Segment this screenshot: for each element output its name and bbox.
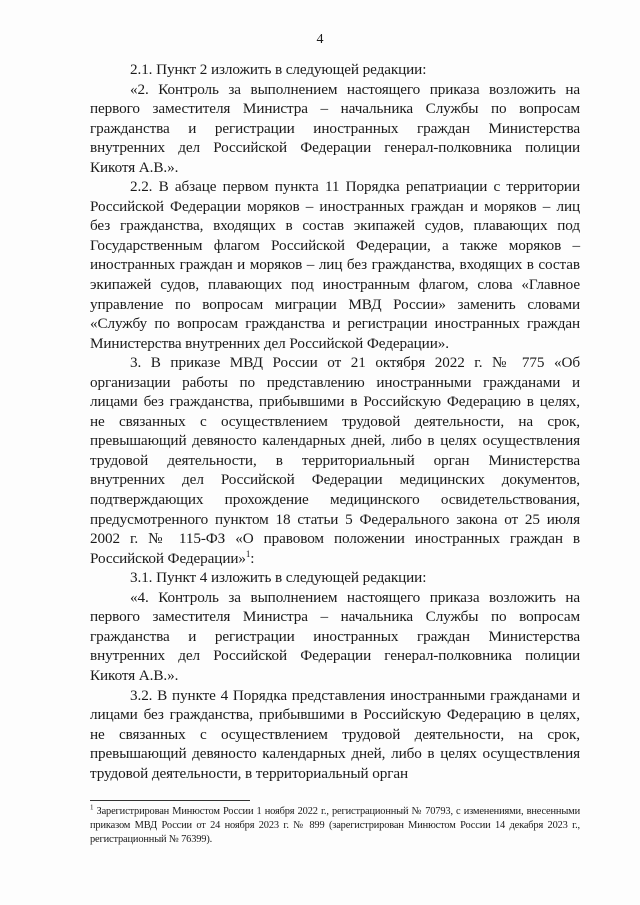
paragraph-3-text: 3. В приказе МВД России от 21 октября 2022 г. № 775 «Об организации работы по представлению иностранными гражданами и лицами без гражданства, прибывшими в Российскую Федерацию в целях, не связанных с осуществлением трудовой деятельности, на срок, превышающий девяносто календарных дней, либо в целях осуществления трудовой деятельности, в территориальный орган Министерства внутренних дел Российской Федерации медицинских документов, подтверждающих прохождение медицинского освидетельствования, предусмотренного пунктом 18 статьи 5 Федерального закона от 25 июля 2002 г. № 115-ФЗ «О правовом положении иностранных граждан в Российской Федерации»: [90, 354, 580, 567]
body-text: [90, 60, 580, 783]
paragraph-2-1: 2.1. Пункт 2 изложить в следующей редакции:: [130, 61, 427, 78]
paragraph-3-tail: :: [250, 549, 255, 567]
paragraph-3-1-quote: «4. Контроль за выполнением настоящего приказа возложить на первого заместителя Министра – начальника Службы по вопросам гражданства и регистрации иностранных граждан Министерства внутренних дел Российской Федерации генерал-полковника полиции Кикотя А.В.».: [90, 588, 580, 684]
paragraph-2-1-quote: «2. Контроль за выполнением настоящего приказа возложить на первого заместителя Министра – начальника Службы по вопросам гражданства и регистрации иностранных граждан Министерства внутренних дел Российской Федерации генерал-полковника полиции Кикотя А.В.».: [90, 80, 580, 176]
footnote-text: Зарегистрирован Минюстом России 1 ноября 2022 г., регистрационный № 70793, с изменениями, внесенными приказом МВД России от 24 ноября 2023 г. № 899 (зарегистрирован Минюстом России 14 декабря 2023 г., регистрационный № 76399).: [90, 806, 580, 845]
page-number: 4: [316, 32, 324, 47]
footnote-mark: 1: [90, 803, 94, 812]
paragraph-3-2: 3.2. В пункте 4 Порядка представления иностранными гражданами и лицами без гражданства, прибывшими в Российскую Федерацию в целях, не связанных с осуществлением трудовой деятельности, на срок, превышающий девяносто календарных дней, либо в целях осуществления трудовой деятельности, в территориальный орган: [90, 686, 580, 782]
footnote-separator: [90, 800, 250, 801]
paragraph-3: [90, 353, 580, 568]
footnote: [90, 805, 580, 847]
paragraph-3-1: 3.1. Пункт 4 изложить в следующей редакции:: [130, 569, 427, 587]
footnote-reference-mark: 1: [245, 548, 251, 559]
paragraph-2-2: 2.2. В абзаце первом пункта 11 Порядка репатриации с территории Российской Федерации моряков – иностранных граждан и моряков – лиц без гражданства, входящих в состав экипажей судов, плавающих под Государственным флагом Российской Федерации, а также моряков – иностранных граждан и моряков – лиц без гражданства, входящих в состав экипажей судов, плавающих под иностранным флагом, слова «Главное управление по вопросам миграции МВД России» заменить словами «Службу по вопросам гражданства и регистрации иностранных граждан Министерства внутренних дел Российской Федерации».: [90, 178, 580, 352]
